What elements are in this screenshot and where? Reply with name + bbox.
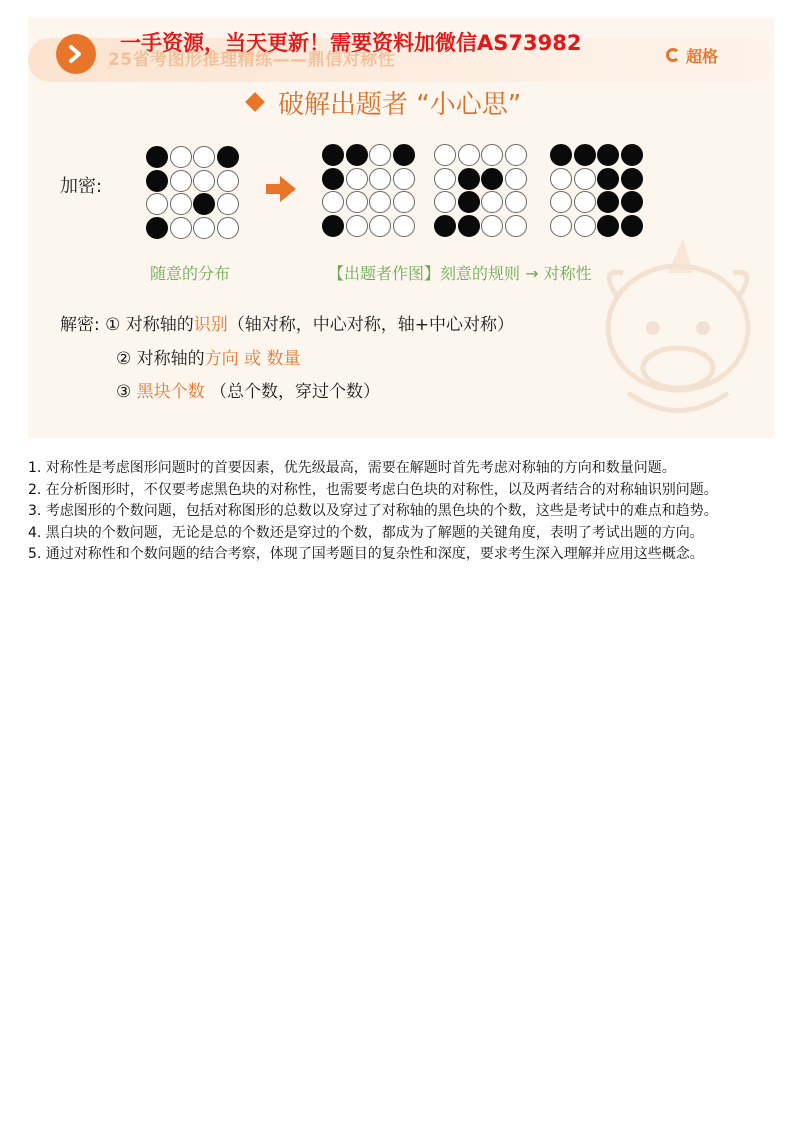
white-block: [481, 215, 503, 237]
black-block: [217, 146, 239, 168]
brand-icon: [666, 48, 680, 62]
black-block: [621, 168, 643, 190]
white-block: [550, 215, 572, 237]
black-block: [621, 144, 643, 166]
white-block: [481, 191, 503, 213]
black-block: [597, 144, 619, 166]
random-grid: [146, 146, 240, 240]
pattern-grid-1: [322, 144, 416, 238]
white-block: [434, 191, 456, 213]
white-block: [193, 146, 215, 168]
white-block: [550, 191, 572, 213]
white-block: [217, 193, 239, 215]
black-block: [458, 168, 480, 190]
black-block: [481, 168, 503, 190]
black-block: [574, 144, 596, 166]
white-block: [434, 144, 456, 166]
slide-title: [248, 82, 521, 122]
white-block: [369, 215, 391, 237]
note-item: 5. 通过对称性和个数问题的结合考察，体现了国考题目的复杂性和深度，要求考生深入理解并应用这些概念。: [28, 546, 704, 562]
brand-logo: [666, 42, 718, 68]
white-block: [505, 215, 527, 237]
white-block: [458, 144, 480, 166]
white-block: [170, 193, 192, 215]
slide-header-title: 25省考图形推理精练——鼎信对称性: [108, 50, 396, 70]
white-block: [346, 215, 368, 237]
black-block: [146, 217, 168, 239]
white-block: [574, 168, 596, 190]
white-block: [505, 144, 527, 166]
black-block: [393, 144, 415, 166]
white-block: [193, 170, 215, 192]
white-block: [393, 191, 415, 213]
white-block: [217, 170, 239, 192]
white-block: [393, 168, 415, 190]
arrow-right-icon: [266, 176, 296, 202]
black-block: [322, 215, 344, 237]
white-block: [217, 217, 239, 239]
white-block: [170, 146, 192, 168]
white-block: [505, 191, 527, 213]
notes-list: [28, 458, 763, 566]
caption-rule: 【出题者作图】刻意的规则 → 对称性: [328, 264, 592, 283]
black-block: [621, 191, 643, 213]
black-block: [597, 168, 619, 190]
white-block: [170, 217, 192, 239]
decrypt-row-1: 解密: ① 对称轴的识别（轴对称，中心对称，轴+中心对称）: [60, 315, 515, 335]
white-block: [505, 168, 527, 190]
white-block: [170, 170, 192, 192]
black-block: [458, 215, 480, 237]
white-block: [369, 144, 391, 166]
black-block: [550, 144, 572, 166]
lecture-slide: [28, 18, 774, 438]
white-block: [369, 168, 391, 190]
chevron-right-icon: [56, 34, 96, 74]
pattern-grid-3: [550, 144, 644, 238]
white-block: [369, 191, 391, 213]
white-block: [146, 193, 168, 215]
white-block: [393, 215, 415, 237]
white-block: [574, 191, 596, 213]
white-block: [481, 144, 503, 166]
white-block: [193, 217, 215, 239]
black-block: [322, 144, 344, 166]
black-block: [434, 215, 456, 237]
decrypt-label: 解密:: [60, 315, 100, 335]
note-item: 4. 黑白块的个数问题，无论是总的个数还是穿过的个数，都成为了解题的关键角度，表明了考试出题的方向。: [28, 524, 704, 541]
black-block: [146, 170, 168, 192]
diamond-bullet-icon: [245, 92, 265, 112]
black-block: [346, 144, 368, 166]
white-block: [346, 191, 368, 213]
white-block: [346, 168, 368, 190]
note-item: 1. 对称性是考虑图形问题时的首要因素，优先级最高，需要在解题时首先考虑对称轴的方向和数量问题。: [28, 460, 676, 476]
brand-name: 超格: [686, 46, 719, 66]
white-block: [434, 168, 456, 190]
black-block: [193, 193, 215, 215]
note-item: 3. 考虑图形的个数问题，包括对称图形的总数以及穿过了对称轴的黑色块的个数，这些是考试中的难点和趋势。: [28, 503, 718, 519]
black-block: [458, 191, 480, 213]
black-block: [597, 191, 619, 213]
mascot-image: [588, 228, 768, 428]
black-block: [322, 168, 344, 190]
note-item: 2. 在分析图形时，不仅要考虑黑色块的对称性，也需要考虑白色块的对称性，以及两者结合的对称轴识别问题。: [28, 481, 718, 498]
decrypt-row-2: ② 对称轴的方向 或 数量: [116, 349, 301, 369]
white-block: [550, 168, 572, 190]
caption-random: 随意的分布: [150, 264, 231, 283]
black-block: [146, 146, 168, 168]
encrypt-label: 加密:: [60, 176, 103, 197]
decrypt-row-3: ③ 黑块个数 （总个数，穿过个数）: [116, 382, 381, 402]
white-block: [322, 191, 344, 213]
slide-title-text: 破解出题者 “小心思”: [278, 89, 522, 120]
pattern-grid-2: [434, 144, 528, 238]
watermark-text: 一手资源，当天更新！需要资料加微信AS73982: [120, 31, 582, 55]
